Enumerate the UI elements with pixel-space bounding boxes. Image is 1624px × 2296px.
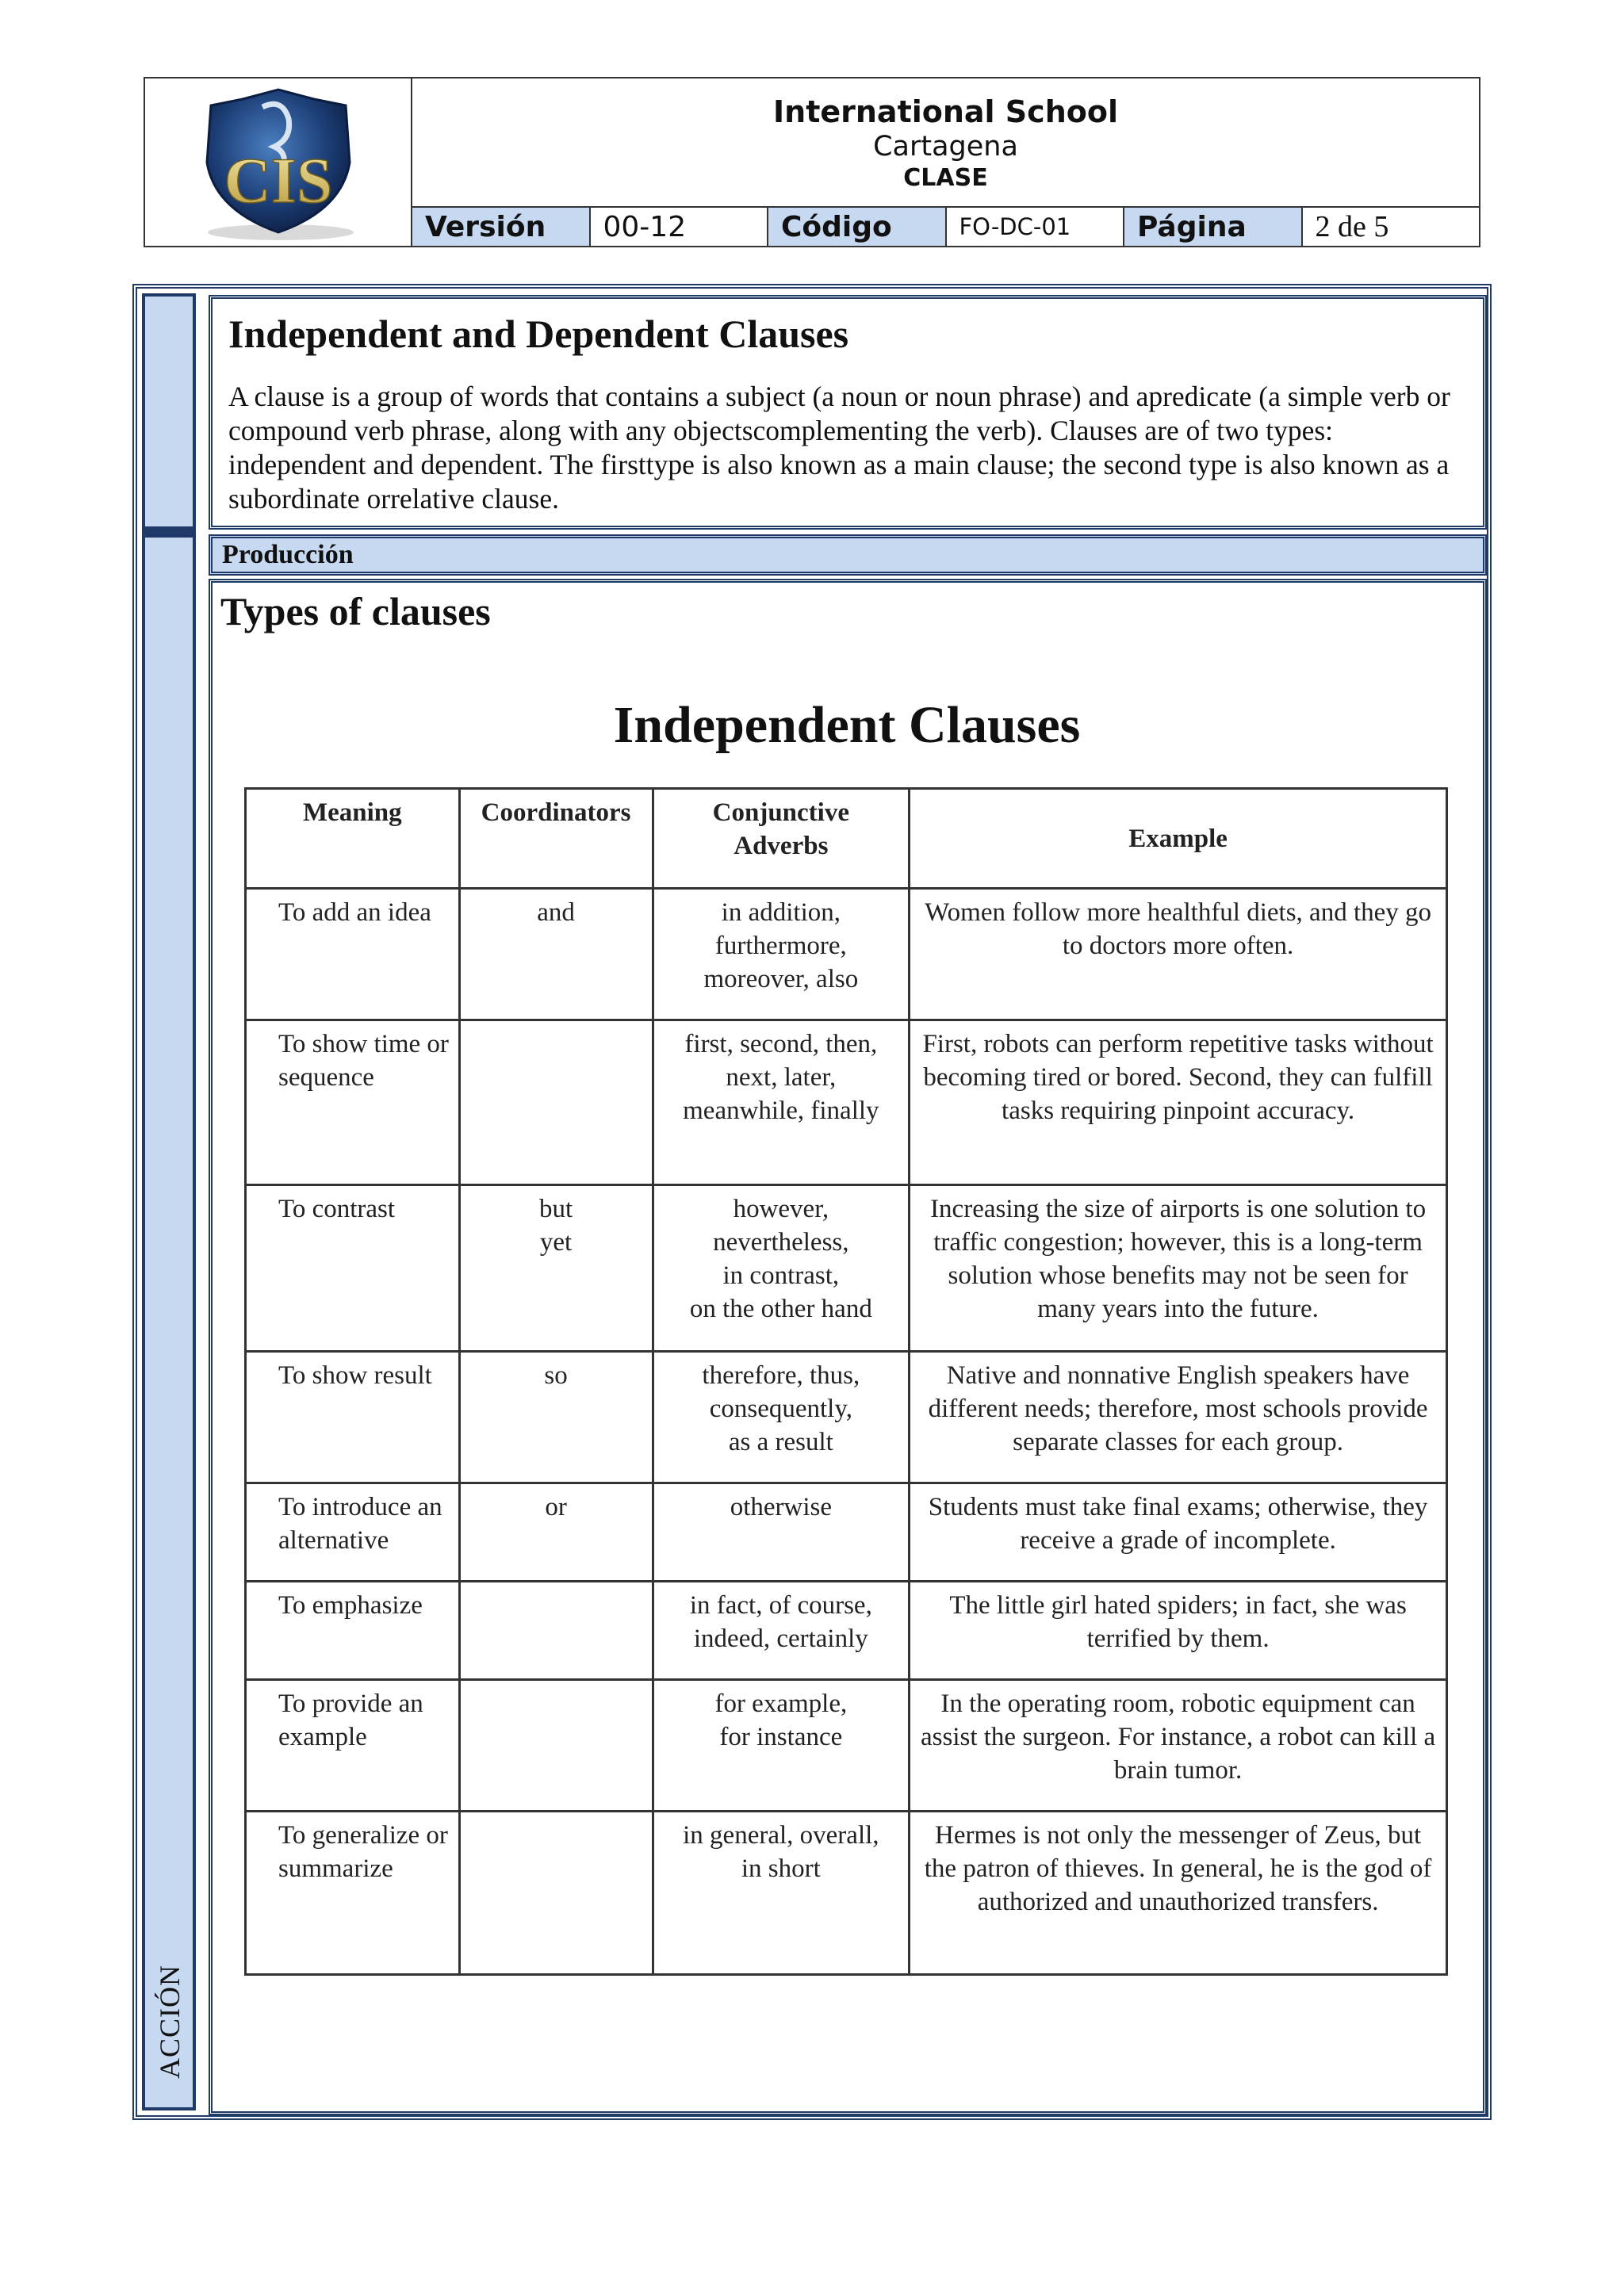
adverb-line: next, later, <box>726 1063 837 1092</box>
adverb-line: first, second, then, <box>684 1030 878 1058</box>
table-row <box>246 889 1447 1020</box>
adverbs-cell <box>653 1582 910 1680</box>
adverb-line: meanwhile, finally <box>683 1096 879 1125</box>
example-cell: The little girl hated spiders; in fact, she was terrified by them. <box>910 1582 1447 1680</box>
school-logo <box>187 83 370 242</box>
production-content <box>209 579 1487 2115</box>
intro-title: Independent and Dependent Clauses <box>228 312 849 356</box>
coordinators-cell <box>459 1352 653 1483</box>
accion-label: ACCIÓN <box>154 1964 186 2080</box>
example-cell: Native and nonnative English speakers have different needs; therefore, most schools provide separate classes for each group. <box>910 1352 1447 1483</box>
adverb-line: moreover, also <box>703 965 859 993</box>
adverb-line: on the other hand <box>689 1295 872 1323</box>
meaning-cell: To contrast <box>246 1185 460 1352</box>
example-cell: Students must take final exams; otherwise, they receive a grade of incomplete. <box>910 1483 1447 1582</box>
example-cell: Increasing the size of airports is one solution to traffic congestion; however, this is a long-term solution whose benefits may not be seen for many years into the future. <box>910 1185 1447 1352</box>
meaning-cell: To provide an example <box>246 1680 460 1812</box>
table-title: Independent Clauses <box>613 696 1081 754</box>
adverb-line: consequently, <box>709 1395 852 1423</box>
table-body <box>246 889 1447 1975</box>
independent-clauses-table <box>244 787 1448 1976</box>
document-header <box>144 77 1480 247</box>
sidebar <box>142 293 196 2110</box>
adverb-line: in general, overall, <box>683 1821 879 1850</box>
adverb-line: otherwise <box>730 1493 832 1521</box>
version-label: Versión <box>412 208 591 246</box>
header-right <box>412 78 1479 246</box>
code-label: Código <box>768 208 947 246</box>
column-header: Conjunctive Adverbs <box>653 789 910 889</box>
adverbs-cell <box>653 889 910 1020</box>
adverb-line: therefore, thus, <box>702 1361 860 1390</box>
coordinators-cell <box>459 1020 653 1185</box>
coordinators-cell <box>459 1812 653 1975</box>
adverb-line: in addition, <box>721 898 841 927</box>
adverb-line: for instance <box>719 1723 843 1751</box>
table-row <box>246 1185 1447 1352</box>
logo-lettering: CIS <box>224 144 332 216</box>
sidebar-cell-accion <box>145 538 193 2107</box>
code-value: FO-DC-01 <box>947 208 1125 246</box>
example-cell: Women follow more healthful diets, and they go to doctors more often. <box>910 889 1447 1020</box>
adverbs-cell <box>653 1812 910 1975</box>
adverbs-cell <box>653 1185 910 1352</box>
adverb-line: in contrast, <box>722 1261 840 1290</box>
adverbs-cell <box>653 1352 910 1483</box>
column-header: Example <box>910 789 1447 889</box>
document-type: CLASE <box>903 163 988 192</box>
adverb-line: however, <box>733 1195 829 1223</box>
table-row <box>246 1352 1447 1483</box>
adverbs-cell <box>653 1483 910 1582</box>
example-cell: First, robots can perform repetitive tasks without becoming tired or bored. Second, they can fulfill tasks requiring pinpoint accuracy. <box>910 1020 1447 1185</box>
production-label: Producción <box>222 540 354 569</box>
coordinators-cell <box>459 1582 653 1680</box>
coordinator: or <box>545 1493 567 1521</box>
coordinator: but <box>538 1195 573 1223</box>
meaning-cell: To show result <box>246 1352 460 1483</box>
logo-cell <box>145 78 412 246</box>
adverbs-cell <box>653 1680 910 1812</box>
adverb-line: for example, <box>714 1689 848 1718</box>
column-header: Coordinators <box>459 789 653 889</box>
version-value: 00-12 <box>591 208 769 246</box>
page-value: 2 de 5 <box>1315 210 1389 243</box>
types-title: Types of clauses <box>220 589 491 633</box>
intro-text: A clause is a group of words that contains a subject (a noun or noun phrase) and apredicate (a simple verb or compound verb phrase, along with any objectscomplementing the verb). Clauses are of two types: independent and dependent. The firsttype is also known as a main clause; the second type is also known as a subordinate orrelative clause. <box>228 381 1450 515</box>
school-city: Cartagena <box>873 130 1018 163</box>
sidebar-cell-intro <box>145 297 193 526</box>
adverbs-cell <box>653 1020 910 1185</box>
adverb-line: nevertheless, <box>713 1228 849 1257</box>
accion-label-wrap <box>150 1950 190 2093</box>
table-row <box>246 1582 1447 1680</box>
meaning-cell: To introduce an alternative <box>246 1483 460 1582</box>
adverb-line: in fact, of course, <box>689 1591 872 1620</box>
coordinator: so <box>544 1361 568 1390</box>
intro-box <box>209 295 1487 530</box>
coordinator: and <box>537 898 575 927</box>
column-header: Meaning <box>246 789 460 889</box>
coordinators-cell <box>459 1680 653 1812</box>
coordinators-cell <box>459 1185 653 1352</box>
coordinators-cell <box>459 1483 653 1582</box>
adverb-line: furthermore, <box>714 932 847 960</box>
meaning-cell: To add an idea <box>246 889 460 1020</box>
table-header-row <box>246 789 1447 889</box>
adverb-line: in short <box>741 1854 821 1883</box>
table-row <box>246 1812 1447 1975</box>
table-row <box>246 1020 1447 1185</box>
school-block <box>412 78 1479 206</box>
table-row <box>246 1483 1447 1582</box>
table-row <box>246 1680 1447 1812</box>
meaning-cell: To generalize or summarize <box>246 1812 460 1975</box>
meta-row <box>412 206 1479 246</box>
adverb-line: as a result <box>728 1428 833 1456</box>
production-label-bar <box>209 534 1487 576</box>
coordinators-cell <box>459 889 653 1020</box>
meaning-cell: To emphasize <box>246 1582 460 1680</box>
example-cell: In the operating room, robotic equipment can assist the surgeon. For instance, a robot can kill a brain tumor. <box>910 1680 1447 1812</box>
school-name: International School <box>773 94 1118 129</box>
example-cell: Hermes is not only the messenger of Zeus, but the patron of thieves. In general, he is the god of authorized and unauthorized transfers. <box>910 1812 1447 1975</box>
content-frame <box>132 284 1492 2120</box>
coordinator: yet <box>539 1228 573 1257</box>
page-label: Página <box>1124 208 1303 246</box>
adverb-line: indeed, certainly <box>693 1624 868 1653</box>
meaning-cell: To show time or sequence <box>246 1020 460 1185</box>
